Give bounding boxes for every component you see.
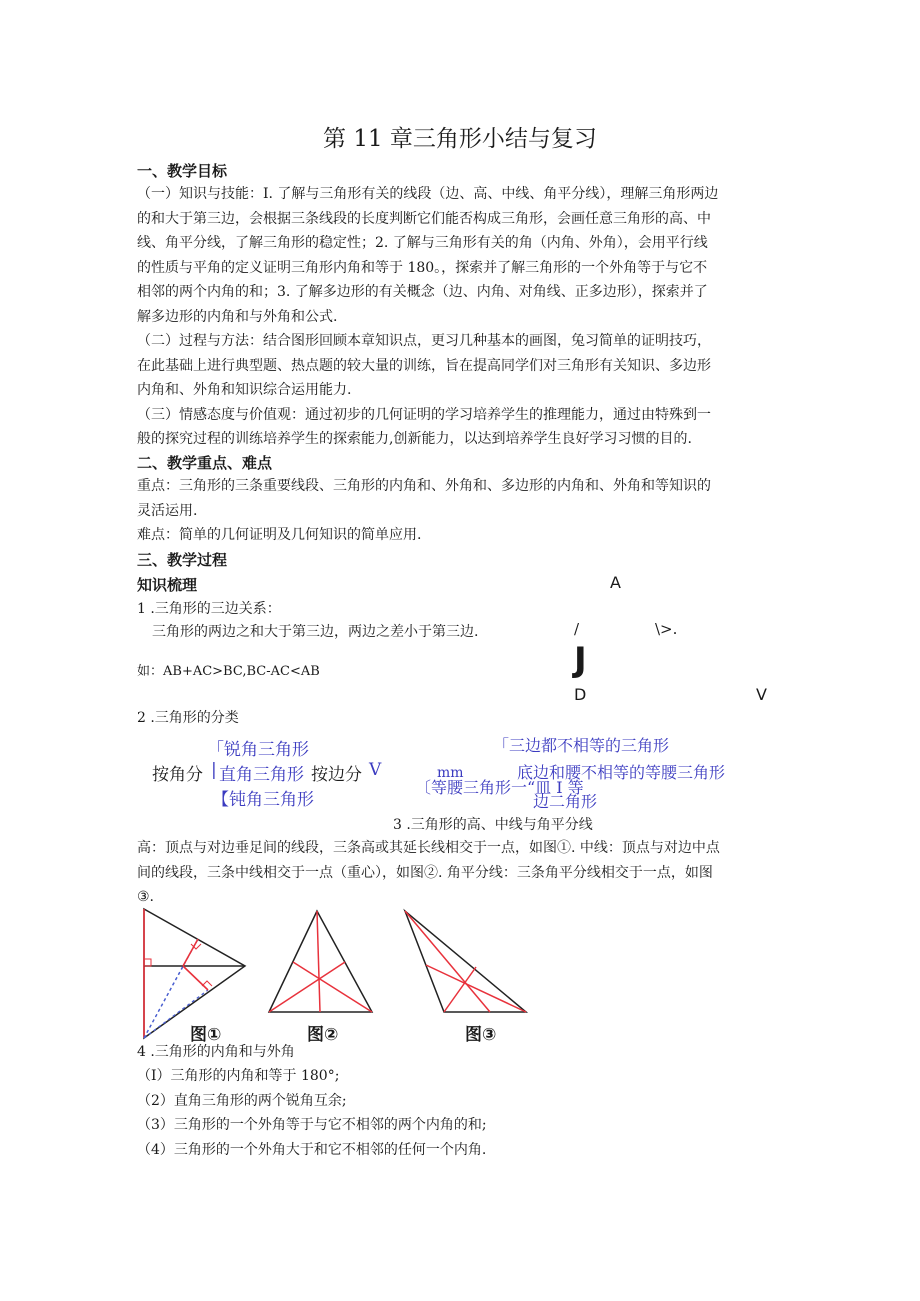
sketch-right: \>. bbox=[655, 620, 678, 638]
class-equilateral: 边二角形 bbox=[533, 792, 598, 811]
page-title: 第 11 章三角形小结与复习 bbox=[323, 126, 597, 152]
keypoints-body bbox=[137, 474, 787, 548]
sketch-slash: / bbox=[574, 620, 580, 638]
figure-label-1: 图① bbox=[190, 1025, 222, 1045]
section-heading-process: 三、教学过程 bbox=[137, 551, 228, 569]
goals-line: （三）情感态度与价值观：通过初步的几何证明的学习培养学生的推理能力，通过由特殊到一 bbox=[137, 406, 711, 423]
sketch-label-a: A bbox=[610, 573, 621, 592]
goals-line: 线、角平分线，了解三角形的稳定性；2. 了解与三角形有关的角（内角、外角），会用平行线 bbox=[137, 235, 708, 251]
sketch-label-d: D bbox=[574, 685, 587, 704]
fig2-median bbox=[317, 911, 320, 1012]
item4-line: （2）直角三角形的两个锐角互余; bbox=[137, 1092, 347, 1109]
fig3-triangle bbox=[405, 911, 526, 1012]
goals-line: 的和大于第三边，会根据三条线段的长度判断它们能否构成三角形，会画任意三角形的高、中 bbox=[137, 210, 711, 227]
class-bar: | bbox=[211, 760, 217, 780]
fig1-triangle bbox=[144, 909, 245, 1038]
fig1-dotted bbox=[144, 966, 183, 1038]
class-by-angle: 按角分 bbox=[152, 765, 203, 785]
item4-line: （I）三角形的内角和等于 180°; bbox=[137, 1068, 340, 1084]
fig2-triangle bbox=[269, 911, 372, 1012]
item3-line: 高：顶点与对边垂足间的线段，三条高或其延长线相交于一点，如图①. 中线：顶点与对边中点 bbox=[137, 840, 720, 856]
figure-bisectors bbox=[400, 905, 530, 1020]
sketch-label-v: V bbox=[756, 685, 767, 704]
item1-text: 三角形的两边之和大于第三边，两边之差小于第三边. bbox=[152, 624, 479, 640]
fig3-bisector bbox=[405, 911, 490, 1012]
class-isosceles-base: 底边和腰不相等的等腰三角形 bbox=[517, 763, 726, 782]
item1-title: 1 .三角形的三边关系： bbox=[137, 601, 281, 617]
item4-line: （4）三角形的一个外角大于和它不相邻的任何一个内角. bbox=[137, 1141, 487, 1158]
item3-body bbox=[137, 836, 787, 910]
section-heading-keypoints: 二、教学重点、难点 bbox=[137, 454, 273, 472]
goals-line: 般的探究过程的训练培养学生的探索能力,创新能力，以达到培养学生良好学习习惯的目的. bbox=[137, 431, 692, 447]
class-right: 直角三角形 bbox=[219, 765, 304, 785]
keypoints-line: 灵活运用. bbox=[137, 502, 198, 519]
goals-line: （一）知识与技能：I. 了解与三角形有关的线段（边、高、中线、角平分线），理解三角形两边 bbox=[137, 186, 719, 202]
fig1-altitude bbox=[183, 966, 208, 990]
fig1-right-angle-mark bbox=[144, 959, 151, 966]
item3-line: ③. bbox=[137, 889, 155, 905]
item3-line: 间的线段，三条中线相交于一点（重心），如图②. 角平分线：三条角平分线相交于一点，如图 bbox=[137, 864, 713, 881]
figure-label-3: 图③ bbox=[465, 1025, 497, 1045]
item3-title: 3 .三角形的高、中线与角平分线 bbox=[393, 817, 593, 833]
figure-label-2: 图② bbox=[307, 1025, 339, 1045]
fig1-altitude bbox=[183, 939, 198, 966]
goals-body bbox=[137, 182, 787, 452]
keypoints-line: 难点：简单的几何证明及几何知识的简单应用. bbox=[137, 527, 422, 543]
item4-title: 4 .三角形的内角和与外角 bbox=[137, 1044, 295, 1060]
item4-line: （3）三角形的一个外角等于与它不相邻的两个内角的和; bbox=[137, 1117, 487, 1133]
item4-body bbox=[137, 1064, 787, 1162]
class-isosceles: 〔等腰三角形一“皿 I 等 bbox=[415, 778, 584, 797]
goals-line: 解多边形的内角和与外角和公式. bbox=[137, 308, 338, 325]
class-mm: mm bbox=[437, 765, 464, 781]
class-acute: 「锐角三角形 bbox=[207, 740, 309, 760]
sketch-j: J bbox=[574, 640, 587, 680]
goals-line: 在此基础上进行典型题、热点题的较大量的训练，旨在提高同学们对三角形有关知识、多边形 bbox=[137, 357, 711, 374]
goals-line: 的性质与平角的定义证明三角形内角和等于 180。，探索并了解三角形的一个外角等于与它不 bbox=[137, 259, 708, 276]
keypoints-line: 重点：三角形的三条重要线段、三角形的内角和、外角和、多边形的内角和、外角和等知识的 bbox=[137, 478, 711, 494]
goals-line: （二）过程与方法：结合图形回顾本章知识点，更习几种基本的画图，兔习简单的证明技巧， bbox=[137, 333, 711, 349]
class-v: V bbox=[369, 760, 382, 780]
section-heading-goals: 一、教学目标 bbox=[137, 162, 228, 180]
class-obtuse: 【钝角三角形 bbox=[212, 790, 314, 810]
item1-example: 如：AB+AC>BC,BC-AC<AB bbox=[137, 664, 320, 679]
figure-medians bbox=[265, 905, 385, 1020]
item2-title: 2 .三角形的分类 bbox=[137, 710, 239, 726]
class-by-side: 按边分 bbox=[311, 765, 362, 785]
subsection-heading: 知识梳理 bbox=[137, 576, 198, 594]
goals-line: 内角和、外角和知识综合运用能力. bbox=[137, 382, 352, 398]
goals-line: 相邻的两个内角的和；3. 了解多边形的有关概念（边、内角、对角线、正多边形），探索并了 bbox=[137, 284, 708, 300]
class-scalene: 「三边都不相等的三角形 bbox=[493, 736, 670, 755]
